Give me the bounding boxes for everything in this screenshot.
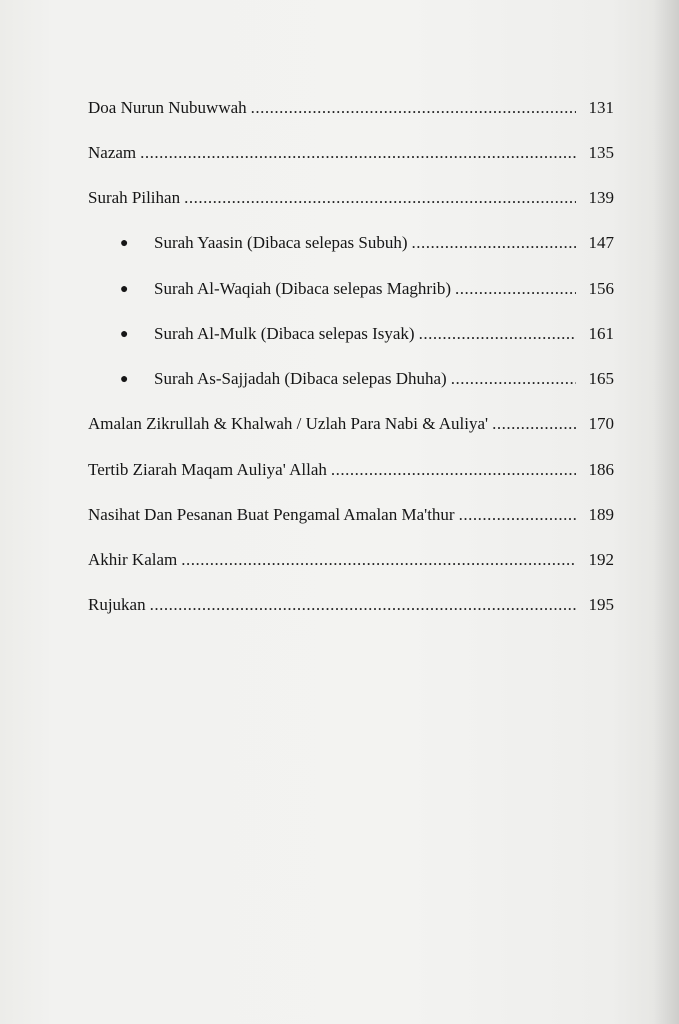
toc-entry-page: 161: [588, 324, 614, 343]
toc-entry: [88, 595, 614, 623]
toc-entry-page: 135: [588, 143, 614, 162]
toc-entry-page: 147: [588, 233, 614, 252]
toc-entry-page: 131: [588, 98, 614, 117]
toc-entry-page: 189: [588, 505, 614, 524]
toc-entry: [88, 188, 614, 216]
toc-entry: [88, 143, 614, 171]
dot-leader: [419, 324, 576, 344]
toc-entry-title: Nasihat Dan Pesanan Buat Pengamal Amalan Ma'thur: [88, 505, 455, 524]
bullet-icon: ●: [120, 282, 129, 297]
toc-entry: [88, 98, 614, 126]
toc-entry-page: 195: [588, 595, 614, 614]
toc-entry-title: Surah Al-Waqiah (Dibaca selepas Maghrib): [154, 279, 451, 298]
toc-entry-title: Tertib Ziarah Maqam Auliya' Allah: [88, 460, 327, 479]
toc-entry-title: Akhir Kalam: [88, 550, 178, 569]
toc-entry-title: Surah Pilihan: [88, 188, 181, 207]
dot-leader: [455, 279, 576, 299]
dot-leader: [492, 414, 576, 434]
dot-leader: [140, 143, 576, 163]
toc-entry-page: 186: [588, 460, 614, 479]
dot-leader: [459, 505, 576, 525]
toc-entry-page: 192: [588, 550, 614, 569]
toc-entry-title: Surah Al-Mulk (Dibaca selepas Isyak): [154, 324, 415, 343]
dot-leader: [150, 595, 576, 615]
bullet-icon: ●: [120, 236, 129, 251]
toc-entry-title: Doa Nurun Nubuwwah: [88, 98, 247, 117]
toc-entry-title: Nazam: [88, 143, 137, 162]
toc-entry: [88, 460, 614, 488]
toc-subentry: [120, 233, 614, 261]
toc-entry-title: Surah Yaasin (Dibaca selepas Subuh): [154, 233, 408, 252]
dot-leader: [251, 98, 576, 118]
toc-subentry: [120, 279, 614, 307]
dot-leader: [412, 233, 576, 253]
toc-entry-title: Rujukan: [88, 595, 146, 614]
dot-leader: [331, 460, 576, 480]
bullet-icon: ●: [120, 372, 129, 387]
bullet-icon: ●: [120, 327, 129, 342]
dot-leader: [451, 369, 576, 389]
toc-subentry: [120, 324, 614, 352]
toc-entry: [88, 505, 614, 533]
toc-entry: [88, 414, 614, 442]
toc-entry-page: 170: [588, 414, 614, 433]
toc-entry-page: 165: [588, 369, 614, 388]
toc-entry: [88, 550, 614, 578]
toc-entry-title: Surah As-Sajjadah (Dibaca selepas Dhuha): [154, 369, 447, 388]
dot-leader: [184, 188, 576, 208]
toc-entry-title: Amalan Zikrullah & Khalwah / Uzlah Para Nabi & Auliya': [88, 414, 489, 433]
toc-entry-page: 156: [588, 279, 614, 298]
dot-leader: [181, 550, 576, 570]
toc-subentry: [120, 369, 614, 397]
toc-entry-page: 139: [588, 188, 614, 207]
